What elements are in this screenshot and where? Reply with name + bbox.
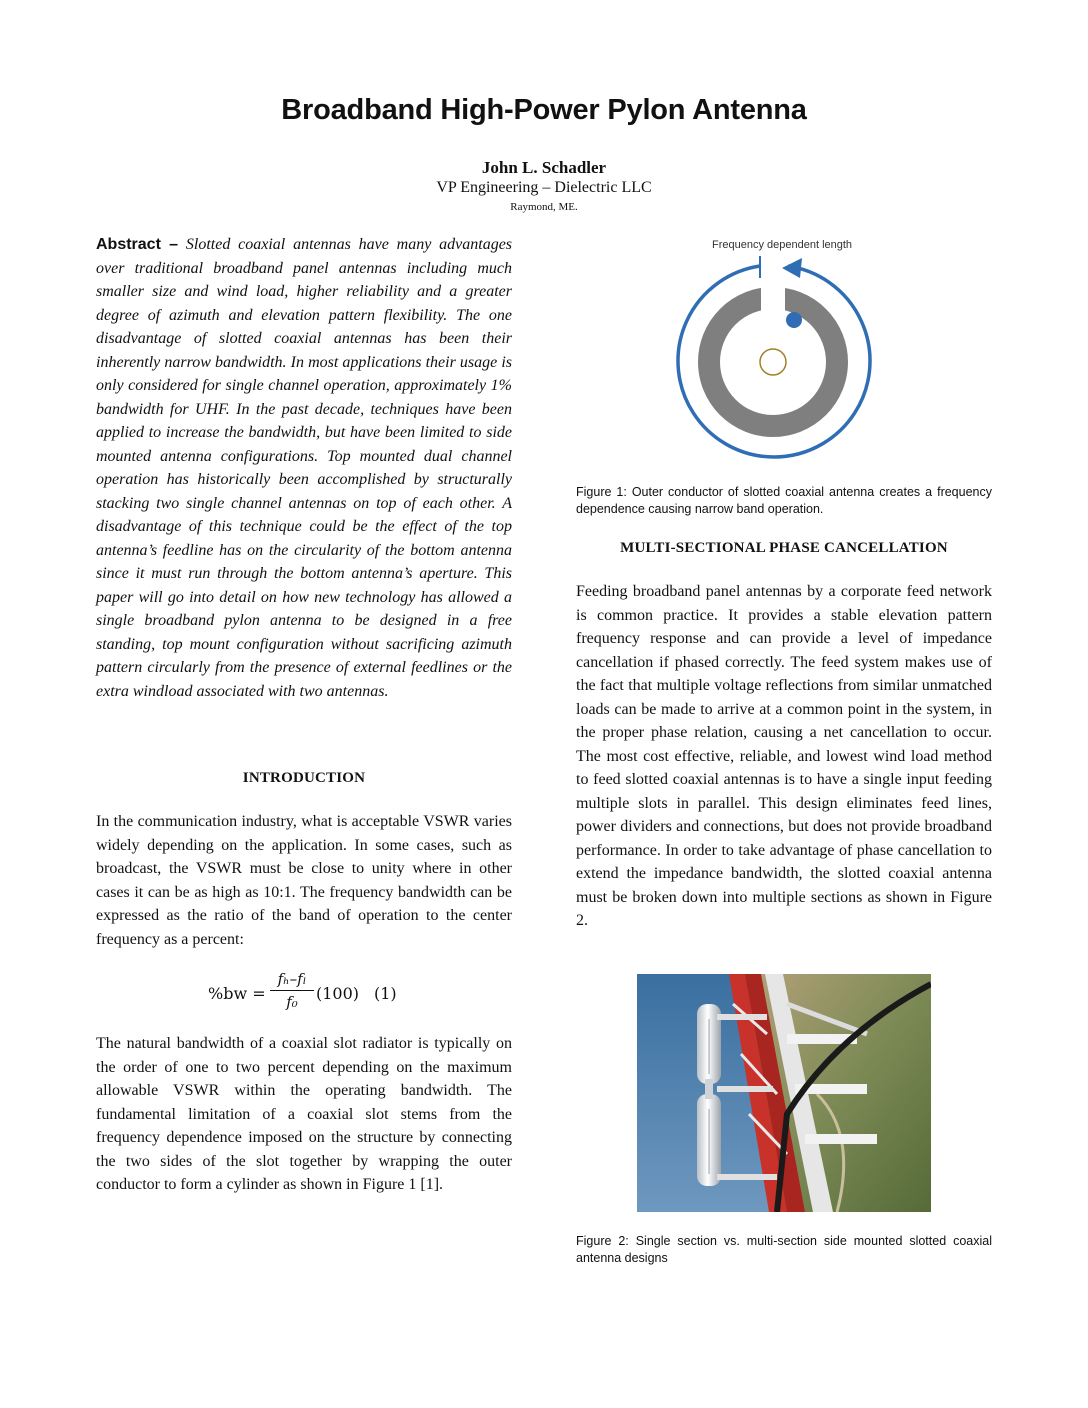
- introduction-para-1-wrap: [96, 810, 512, 951]
- author-affiliation: VP Engineering – Dielectric LLC: [436, 179, 652, 196]
- multisection-paragraph: Feeding broadband panel antennas by a corporate feed network is common practice. It provides a stable elevation pattern frequency response and can provide a level of impedance cancellation if phased correctly. The feed system makes use of the fact that multiple voltage reflections from similar unmatched loads can be made to arrive at a common point in the system, in the proper phase relation, causing a net cancellation to occur. The most cost effective, reliable, and lowest wind load method to feed slotted coaxial antennas is to have a single input feeding multiple slots in parallel. This design eliminates feed lines, power dividers and connections, but does not provide broadband performance. In order to take advantage of phase cancellation to extend the impedance bandwidth, the slotted coaxial antenna must be broken down into multiple sections as shown in Figure 2.: [576, 583, 992, 929]
- figure-1-caption-wrap: [576, 484, 992, 518]
- inner-conductor: [760, 349, 786, 375]
- tower-antenna-photo: [637, 974, 931, 1212]
- equation-lhs: %bw =: [208, 984, 266, 1003]
- equation-multiplier: (100): [316, 984, 360, 1003]
- figure-2-caption-wrap: [576, 1233, 992, 1267]
- figure-1-caption: Figure 1: Outer conductor of slotted coaxial antenna creates a frequency dependence causing narrow band operation.: [576, 485, 992, 516]
- introduction-paragraph-2: The natural bandwidth of a coaxial slot radiator is typically on the order of one to two percent depending on the maximum allowable VSWR within the operating bandwidth. The fundamental limitation of a coaxial slot stems from the frequency dependence imposed on the structure by connecting the two sides of the slot together by wrapping the outer conductor to form a cylinder as shown in Figure 1 [1].: [96, 1035, 512, 1193]
- abstract-label: Abstract –: [96, 236, 179, 253]
- equation-fraction: [270, 970, 314, 1011]
- slot-gap: [761, 284, 785, 334]
- fraction-bar: [270, 990, 314, 991]
- feed-point-dot: [786, 312, 802, 328]
- introduction-heading: INTRODUCTION: [242, 770, 366, 786]
- paper-title: Broadband High-Power Pylon Antenna: [281, 94, 807, 126]
- multisection-heading-wrap: [576, 540, 992, 557]
- figure-2-photo: [637, 974, 931, 1212]
- bandwidth-equation: [208, 970, 508, 1020]
- abstract-block: [96, 233, 512, 703]
- frequency-dependent-length-label: Frequency dependent length: [712, 239, 853, 251]
- author-name: John L. Schadler: [481, 158, 607, 177]
- author-location: Raymond, ME.: [510, 201, 578, 213]
- arrow-head-icon: [782, 258, 802, 278]
- multisection-para-wrap: [576, 580, 992, 933]
- introduction-heading-wrap: [96, 770, 512, 787]
- introduction-paragraph-1: In the communication industry, what is acceptable VSWR varies widely depending on the application. In some cases, such as broadcast, the VSWR must be close to unity where in other cases it can be as high as 10:1. The frequency bandwidth can be expressed as the ratio of the band of operation to the center frequency as a percent:: [96, 813, 512, 948]
- equation-numerator: fₕ–fₗ: [277, 970, 307, 988]
- slot-cross-section-diagram: [660, 232, 900, 468]
- multisection-heading: MULTI-SECTIONAL PHASE CANCELLATION: [620, 540, 948, 556]
- equation-number: (1): [374, 984, 397, 1003]
- introduction-para-2-wrap: [96, 1032, 512, 1197]
- equation-denominator: f₀: [286, 993, 298, 1011]
- abstract-paragraph: [96, 233, 512, 703]
- abstract-text: Slotted coaxial antennas have many advantages over traditional broadband panel antennas including much smaller size and wind load, higher reliability and a greater degree of azimuth and elevation pattern flexibility. The one disadvantage of slotted coaxial antennas has been their inherently narrow bandwidth. In most applications their usage is only considered for single channel operation, approximately 1% bandwidth for UHF. In the past decade, techniques have been applied to increase the bandwidth, but have been limited to side mounted antenna configurations. Top mounted dual channel operation has historically been accomplished by structurally stacking two single channel antennas on top of each other. A disadvantage of this technique could be the effect of the top antenna’s feedline has on the circularity of the bottom antenna since it must run through the bottom antenna’s aperture. This paper will go into detail on how new technology has allowed a single broadband pylon antenna to be designed in a free standing, top mount configuration without sacrificing azimuth pattern circularly from the presence of external feedlines or the extra windload associated with two antennas.: [96, 236, 513, 700]
- figure-2-caption: Figure 2: Single section vs. multi-section side mounted slotted coaxial antenna designs: [576, 1234, 992, 1265]
- figure-1: [660, 232, 900, 468]
